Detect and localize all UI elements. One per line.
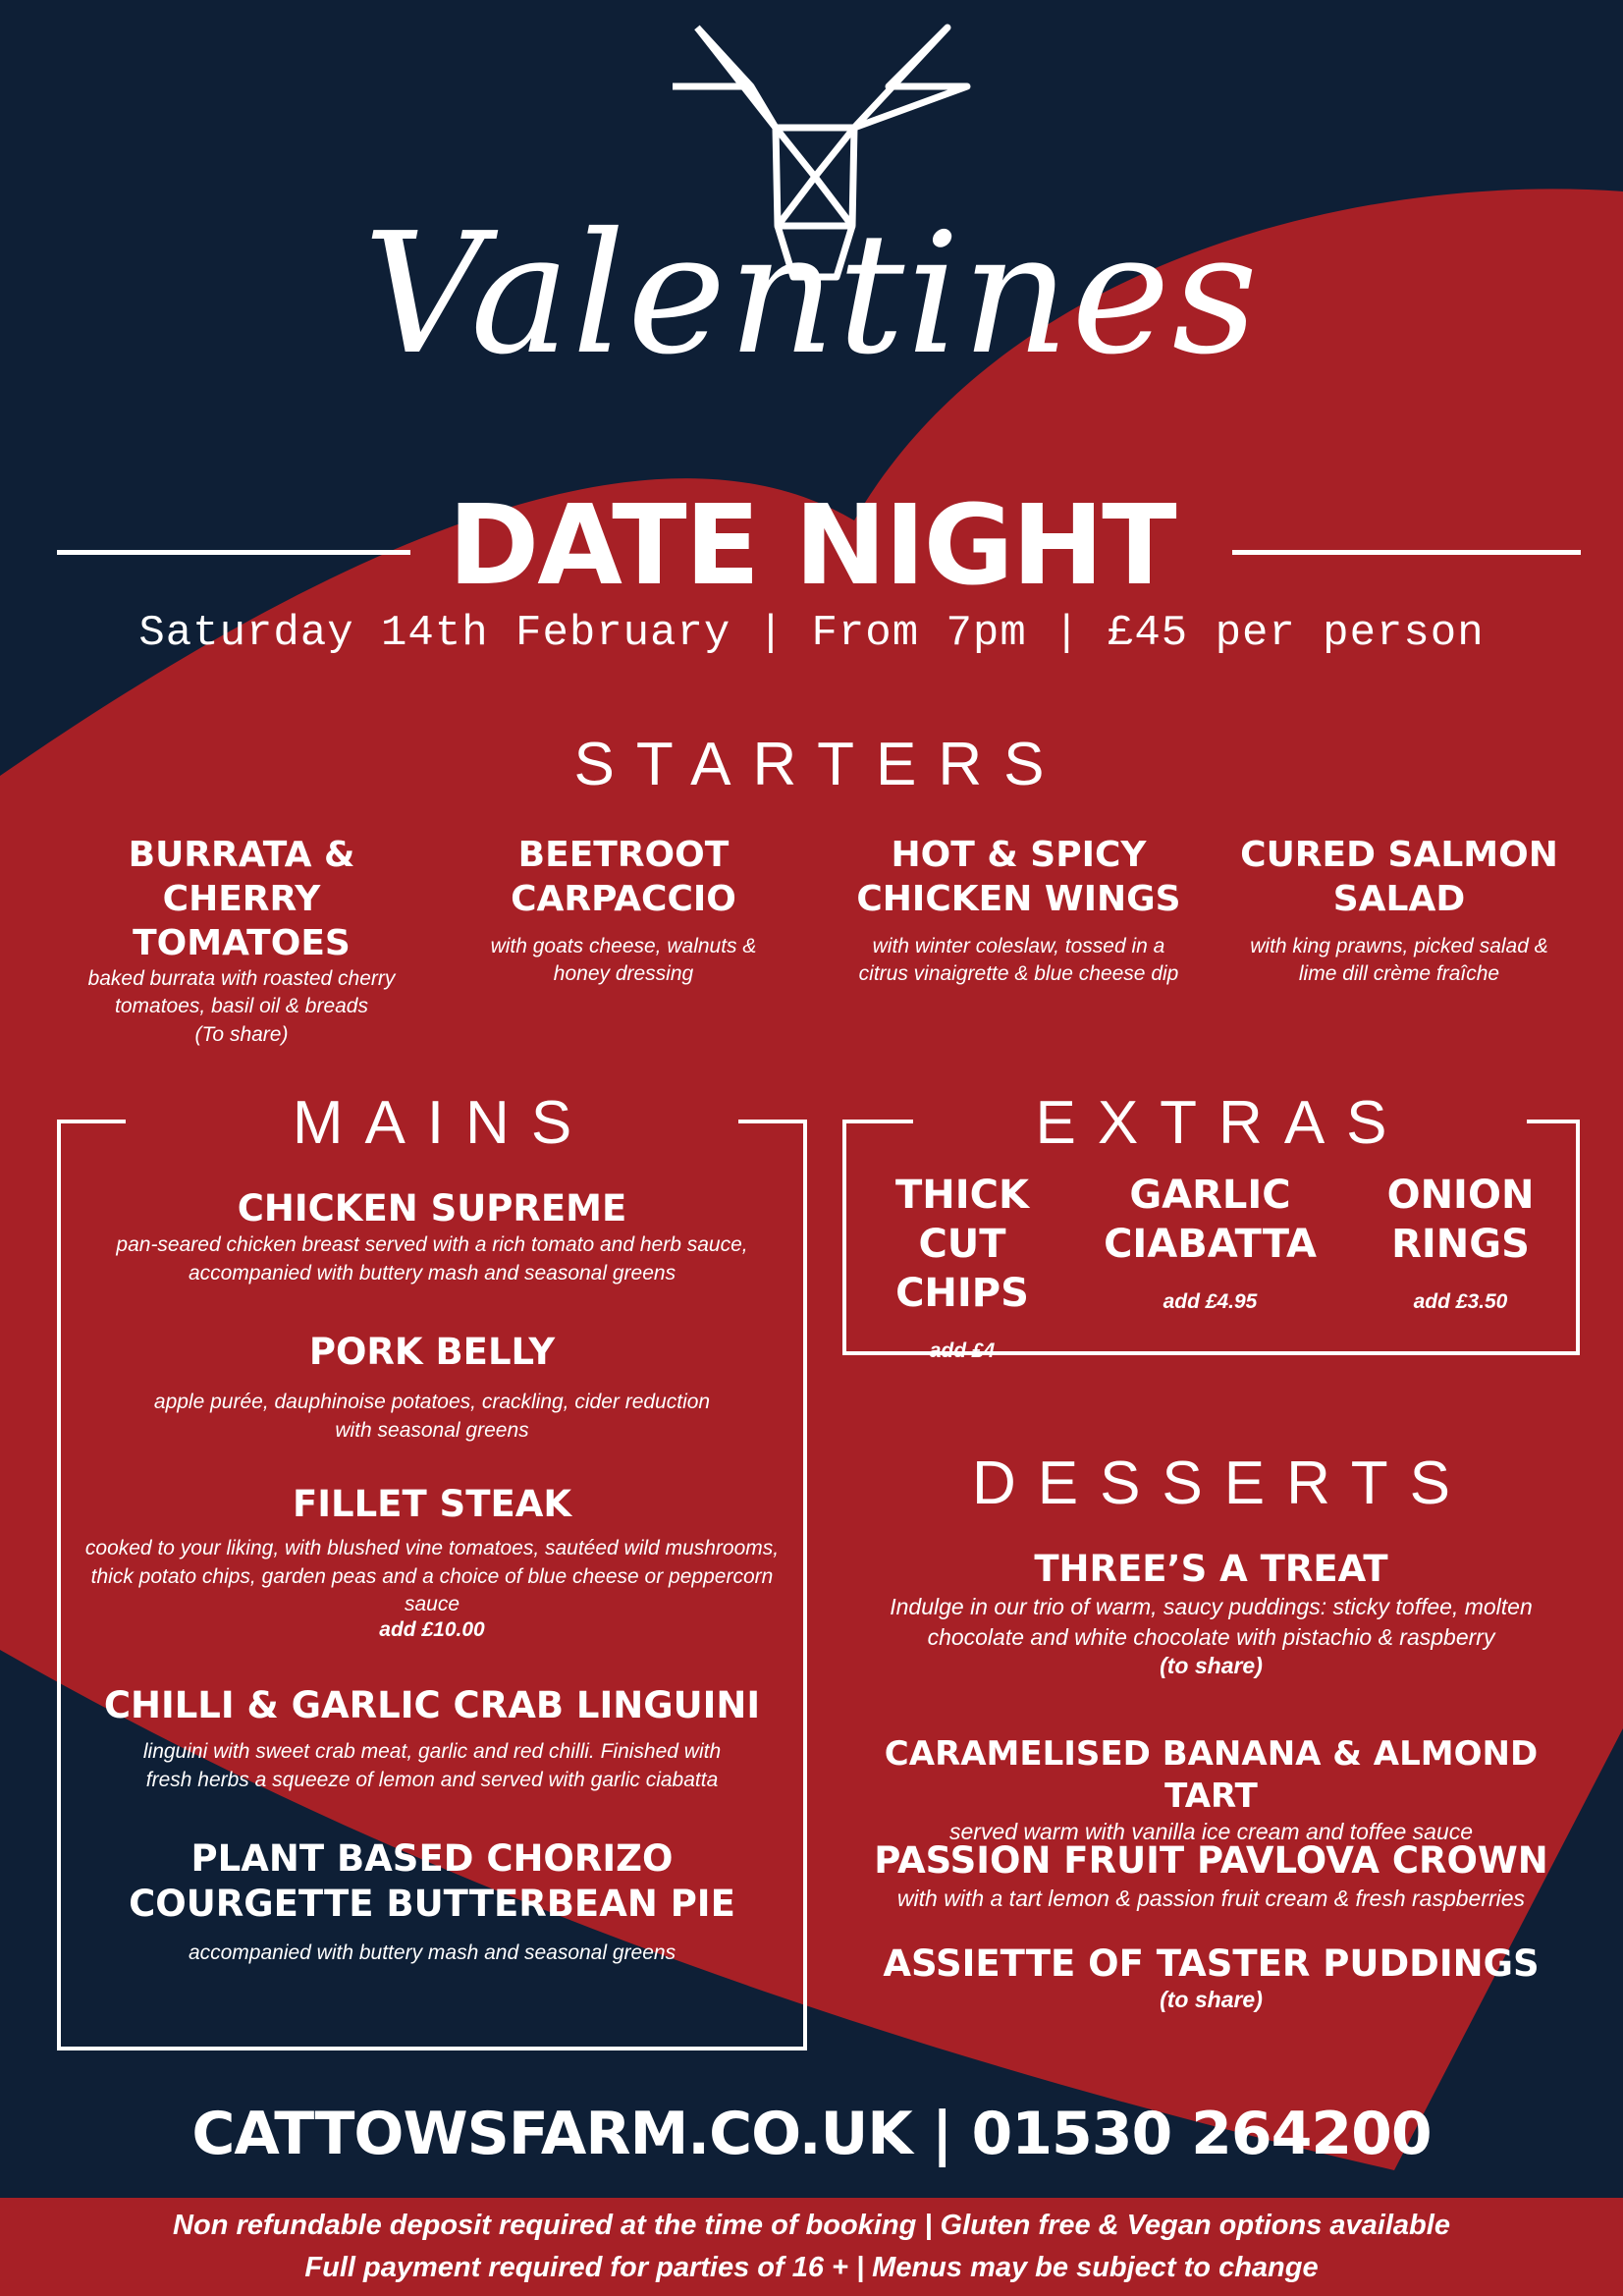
starter-name: CHICKEN WINGS [856, 879, 1181, 919]
starter-name: SALAD [1332, 879, 1466, 919]
extra-item [849, 1171, 1075, 1363]
mains-list [69, 1186, 795, 1967]
dessert-desc: with with a tart lemon & passion fruit cream & fresh raspberries [896, 1886, 1526, 1912]
main-name: PLANT BASED CHORIZO [190, 1837, 674, 1880]
main-name: COURGETTE BUTTERBEAN PIE [129, 1883, 735, 1926]
desserts-heading: DESSERTS [971, 1449, 1473, 1517]
starter-name: CURED SALMON [1240, 835, 1558, 875]
contact-line: CATTOWSFARM.CO.UK | 01530 264200 [191, 2100, 1432, 2168]
event-details: Saturday 14th February | From 7pm | £45 per person [138, 609, 1485, 658]
starter-desc: citrus vinaigrette & blue cheese dip [858, 962, 1179, 986]
main-item [69, 1482, 795, 1673]
desserts-list [842, 1547, 1580, 2013]
valentines-script-title: Valentines [363, 197, 1260, 392]
starters-heading: STARTERS [573, 731, 1066, 798]
page-title: DATE NIGHT [448, 482, 1175, 610]
starter-name: BURRATA & CHERRY [128, 835, 355, 919]
footer-line: Full payment required for parties of 16 + | Menus may be subject to change [304, 2252, 1319, 2283]
extra-name: CHIPS [895, 1271, 1029, 1316]
dessert-note: (to share) [1160, 1987, 1263, 2013]
dessert-name: THREE’S A TREAT [1034, 1548, 1388, 1590]
dessert-item [842, 1838, 1580, 1941]
extra-name: ONION [1386, 1173, 1535, 1218]
dessert-note: (to share) [1160, 1653, 1263, 1679]
main-desc: cooked to your liking, with blushed vine tomatoes, sautéed wild mushrooms, [84, 1537, 780, 1560]
dessert-item [842, 1941, 1580, 2013]
dessert-desc: chocolate and white chocolate with pistachio & raspberry [927, 1624, 1495, 1651]
dessert-name: PASSION FRUIT PAVLOVA CROWN [874, 1839, 1548, 1882]
main-desc: linguini with sweet crab meat, garlic and red chilli. Finished with [142, 1740, 722, 1764]
dessert-name: ASSIETTE OF TASTER PUDDINGS [883, 1942, 1540, 1985]
extra-price: add £4.95 [1163, 1290, 1258, 1313]
mains-box-bottom [57, 2047, 807, 2050]
starter-desc: lime dill crème fraîche [1298, 962, 1500, 986]
starter-desc: with winter coleslaw, tossed in a [872, 935, 1165, 957]
starter-item [835, 833, 1203, 989]
main-desc: with seasonal greens [335, 1418, 529, 1442]
starter-desc: with goats cheese, walnuts & [490, 935, 757, 957]
starter-desc: baked burrata with roasted cherry [87, 967, 396, 990]
main-item [69, 1821, 795, 1967]
main-desc: accompanied with buttery mash and seasonal greens [188, 1941, 676, 1964]
main-item [69, 1294, 795, 1482]
main-name: PORK BELLY [308, 1331, 556, 1373]
extra-price: add £4 [929, 1339, 996, 1362]
main-name: FILLET STEAK [292, 1483, 572, 1525]
starter-name: CARPACCIO [511, 879, 736, 919]
starter-item [432, 833, 815, 989]
extra-item [1350, 1171, 1571, 1314]
main-name: CHILLI & GARLIC CRAB LINGUINI [103, 1684, 761, 1726]
main-desc: fresh herbs a squeeze of lemon and served with garlic ciabatta [145, 1768, 719, 1791]
mains-heading: MAINS [292, 1089, 594, 1157]
dessert-name: CARAMELISED BANANA & ALMOND TART [884, 1734, 1539, 1816]
dessert-item [842, 1733, 1580, 1844]
extra-name: CIABATTA [1104, 1222, 1317, 1267]
starter-desc: honey dressing [553, 962, 694, 986]
extra-price: add £3.50 [1413, 1290, 1508, 1313]
main-price: add £10.00 [379, 1618, 485, 1642]
starter-name: TOMATOES [133, 923, 351, 963]
dessert-item [842, 1547, 1580, 1733]
starter-desc: with king prawns, picked salad & [1250, 935, 1548, 957]
starter-desc: (To share) [194, 1022, 289, 1046]
main-name: CHICKEN SUPREME [237, 1187, 627, 1230]
main-desc: pan-seared chicken breast served with a rich tomato and herb sauce, [116, 1233, 748, 1257]
extra-item [1095, 1171, 1325, 1314]
main-item [69, 1186, 795, 1294]
extras-heading: EXTRAS [1035, 1089, 1409, 1157]
footer-bar [0, 2198, 1623, 2296]
mains-box-left [57, 1120, 61, 2050]
starter-name: BEETROOT [517, 835, 730, 875]
main-desc: accompanied with buttery mash and seasonal greens [188, 1261, 676, 1285]
starter-desc: tomatoes, basil oil & breads [115, 995, 368, 1018]
mains-box-right [803, 1120, 807, 2050]
main-item [69, 1673, 795, 1821]
starter-item [45, 833, 438, 1049]
starter-name: HOT & SPICY [891, 835, 1147, 875]
main-desc: apple purée, dauphinoise potatoes, crackling, cider reduction [153, 1391, 711, 1414]
extra-name: GARLIC [1129, 1173, 1291, 1218]
dessert-desc: served warm with vanilla ice cream and toffee sauce [948, 1819, 1474, 1844]
main-desc: sauce [404, 1592, 460, 1615]
extra-name: THICK CUT [895, 1173, 1029, 1267]
main-desc: thick potato chips, garden peas and a choice of blue cheese or peppercorn [90, 1564, 774, 1588]
extra-name: RINGS [1391, 1222, 1530, 1267]
starter-item [1213, 833, 1586, 989]
footer-line: Non refundable deposit required at the time of booking | Gluten free & Vegan options available [173, 2210, 1450, 2241]
dessert-desc: Indulge in our trio of warm, saucy puddings: sticky toffee, molten [890, 1594, 1533, 1620]
